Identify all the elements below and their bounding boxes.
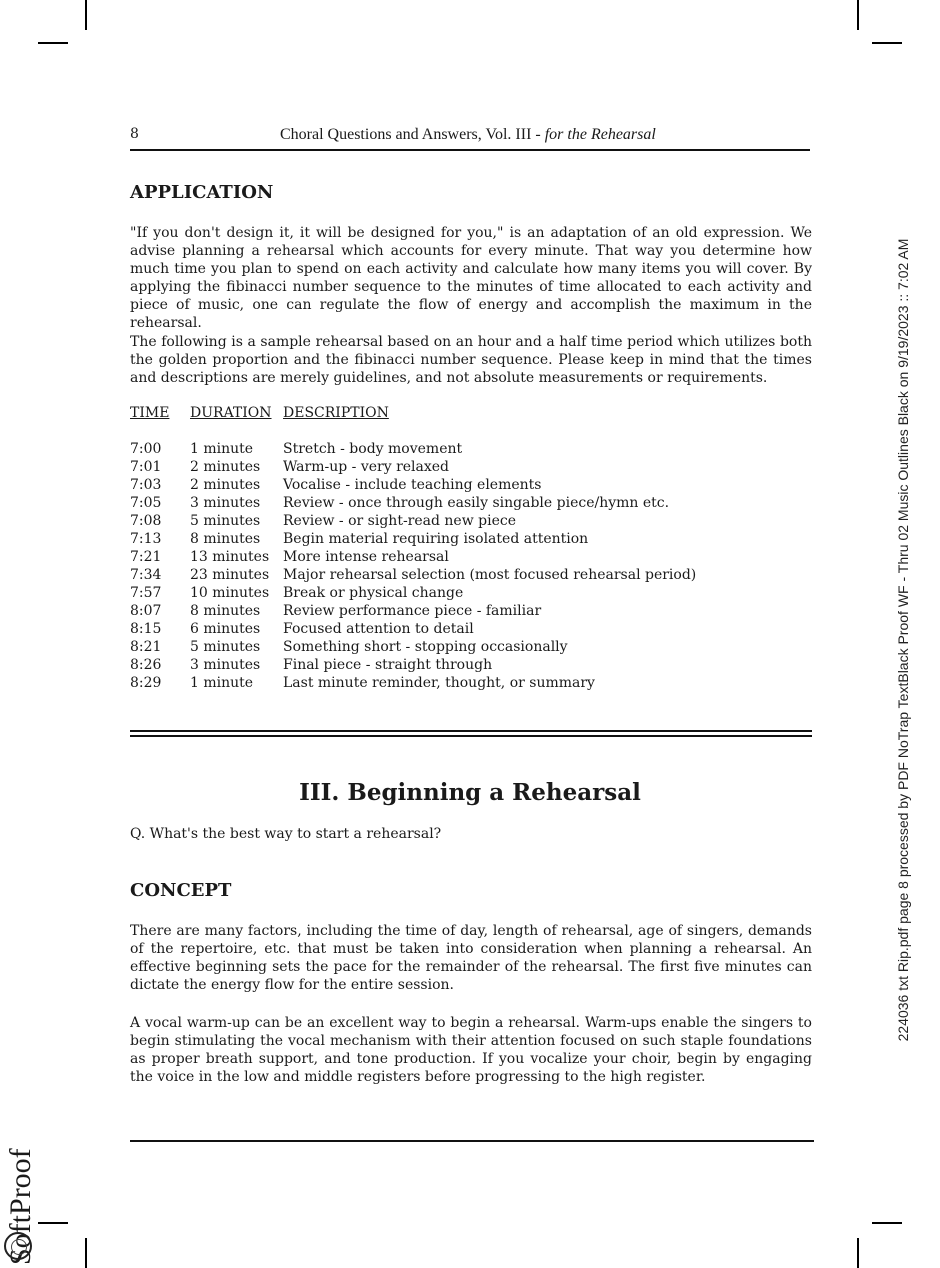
row-description: Last minute reminder, thought, or summary bbox=[283, 675, 595, 691]
row-duration: 5 minutes bbox=[190, 639, 261, 655]
row-description: Warm-up - very relaxed bbox=[283, 459, 450, 475]
concept-heading: CONCEPT bbox=[130, 880, 232, 901]
footer-rule bbox=[130, 1140, 814, 1142]
row-description: Vocalise - include teaching elements bbox=[283, 477, 542, 493]
row-description: More intense rehearsal bbox=[283, 549, 449, 565]
row-time: 7:57 bbox=[130, 585, 162, 601]
schedule-row bbox=[130, 440, 812, 458]
section-rule-top bbox=[130, 730, 812, 732]
row-description: Break or physical change bbox=[283, 585, 464, 601]
rehearsal-schedule bbox=[130, 404, 812, 692]
schedule-row bbox=[130, 566, 812, 584]
section-rule-bottom bbox=[130, 735, 812, 737]
schedule-row bbox=[130, 476, 812, 494]
schedule-row bbox=[130, 620, 812, 638]
col-description-header: DESCRIPTION bbox=[283, 405, 389, 421]
row-duration: 3 minutes bbox=[190, 657, 261, 673]
row-time: 8:07 bbox=[130, 603, 162, 619]
row-description: Review - once through easily singable piece/hymn etc. bbox=[283, 495, 670, 511]
row-description: Review - or sight-read new piece bbox=[283, 513, 517, 529]
softproof-watermark: SoftProof bbox=[4, 1148, 37, 1265]
row-duration: 8 minutes bbox=[190, 531, 261, 547]
schedule-row bbox=[130, 530, 812, 548]
row-time: 7:01 bbox=[130, 459, 162, 475]
schedule-row bbox=[130, 656, 812, 674]
row-duration: 23 minutes bbox=[190, 567, 270, 583]
row-description: Begin material requiring isolated attention bbox=[283, 531, 589, 547]
schedule-row bbox=[130, 638, 812, 656]
schedule-row bbox=[130, 494, 812, 512]
row-duration: 2 minutes bbox=[190, 459, 261, 475]
crop-mark bbox=[85, 1238, 87, 1268]
crop-mark bbox=[857, 0, 859, 30]
row-duration: 6 minutes bbox=[190, 621, 261, 637]
schedule-row bbox=[130, 548, 812, 566]
row-description: Stretch - body movement bbox=[283, 441, 463, 457]
proof-slug: 224036 txt Rip.pdf page 8 processed by PDF NoTrap TextBlack Proof WF - Thru 02 Music Outlines Black on 9/19/2023 :: 7:02 AM bbox=[895, 238, 911, 1042]
schedule-header-row bbox=[130, 404, 812, 422]
row-duration: 1 minute bbox=[190, 441, 254, 457]
crop-mark bbox=[38, 1222, 68, 1224]
row-description: Focused attention to detail bbox=[283, 621, 474, 637]
col-time-header: TIME bbox=[130, 405, 170, 421]
row-time: 7:00 bbox=[130, 441, 162, 457]
row-description: Final piece - straight through bbox=[283, 657, 493, 673]
row-duration: 5 minutes bbox=[190, 513, 261, 529]
header-rule bbox=[130, 149, 810, 151]
concept-paragraph-2: A vocal warm-up can be an excellent way to begin a rehearsal. Warm-ups enable the singers to begin stimulating the vocal mechanism with their attention focused on such staple foundations as proper breath support, and tone production. If you vocalize your choir, begin by engaging the voice in the low and middle registers before progressing to the high register. bbox=[130, 1015, 812, 1085]
row-time: 7:05 bbox=[130, 495, 162, 511]
row-time: 7:34 bbox=[130, 567, 162, 583]
row-description: Something short - stopping occasionally bbox=[283, 639, 568, 655]
row-time: 8:29 bbox=[130, 675, 162, 691]
row-duration: 2 minutes bbox=[190, 477, 261, 493]
schedule-row bbox=[130, 584, 812, 602]
book-title-italic: for the Rehearsal bbox=[544, 126, 656, 143]
schedule-row bbox=[130, 602, 812, 620]
row-time: 8:26 bbox=[130, 657, 162, 673]
schedule-row bbox=[130, 674, 812, 692]
section-title: III. Beginning a Rehearsal bbox=[299, 779, 641, 806]
seal-icon bbox=[4, 1232, 32, 1260]
concept-paragraph-1: There are many factors, including the time of day, length of rehearsal, age of singers, demands of the repertoire, etc. that must be taken into consideration when planning a rehearsal. An effective beginning sets the pace for the remainder of the rehearsal. The first five minutes can dictate the energy flow for the entire session. bbox=[130, 923, 812, 993]
book-title-main: Choral Questions and Answers, Vol. III - bbox=[280, 126, 545, 143]
row-time: 7:08 bbox=[130, 513, 162, 529]
application-paragraph-2: The following is a sample rehearsal based on an hour and a half time period which utilizes both the golden proportion and the fibinacci number sequence. Please keep in mind that the times and descriptions are merely guidelines, and not absolute measurements or requirements. bbox=[130, 334, 812, 386]
page-number: 8 bbox=[130, 126, 139, 142]
application-paragraph-1: "If you don't design it, it will be designed for you," is an adaptation of an old expression. We advise planning a rehearsal which accounts for every minute. That way you determine how much time you plan to spend on each activity and calculate how many items you will cover. By applying the fibinacci number sequence to the minutes of time allocated to each activity and piece of music, one can regulate the flow of energy and accomplish the maximum in the rehearsal. bbox=[130, 225, 812, 331]
crop-mark bbox=[872, 42, 902, 44]
row-time: 7:03 bbox=[130, 477, 162, 493]
row-time: 8:21 bbox=[130, 639, 162, 655]
row-duration: 1 minute bbox=[190, 675, 254, 691]
running-header bbox=[130, 126, 810, 148]
crop-mark bbox=[38, 42, 68, 44]
row-description: Review performance piece - familiar bbox=[283, 603, 542, 619]
row-duration: 13 minutes bbox=[190, 549, 270, 565]
application-heading: APPLICATION bbox=[130, 182, 274, 203]
row-duration: 10 minutes bbox=[190, 585, 270, 601]
row-description: Major rehearsal selection (most focused rehearsal period) bbox=[283, 567, 697, 583]
book-title bbox=[280, 126, 656, 144]
crop-mark bbox=[85, 0, 87, 30]
row-duration: 8 minutes bbox=[190, 603, 261, 619]
col-duration-header: DURATION bbox=[190, 405, 272, 421]
section-question: Q. What's the best way to start a rehearsal? bbox=[130, 826, 442, 842]
schedule-row bbox=[130, 512, 812, 530]
row-time: 8:15 bbox=[130, 621, 162, 637]
row-time: 7:21 bbox=[130, 549, 162, 565]
row-duration: 3 minutes bbox=[190, 495, 261, 511]
row-time: 7:13 bbox=[130, 531, 162, 547]
crop-mark bbox=[857, 1238, 859, 1268]
crop-mark bbox=[872, 1222, 902, 1224]
schedule-row bbox=[130, 458, 812, 476]
